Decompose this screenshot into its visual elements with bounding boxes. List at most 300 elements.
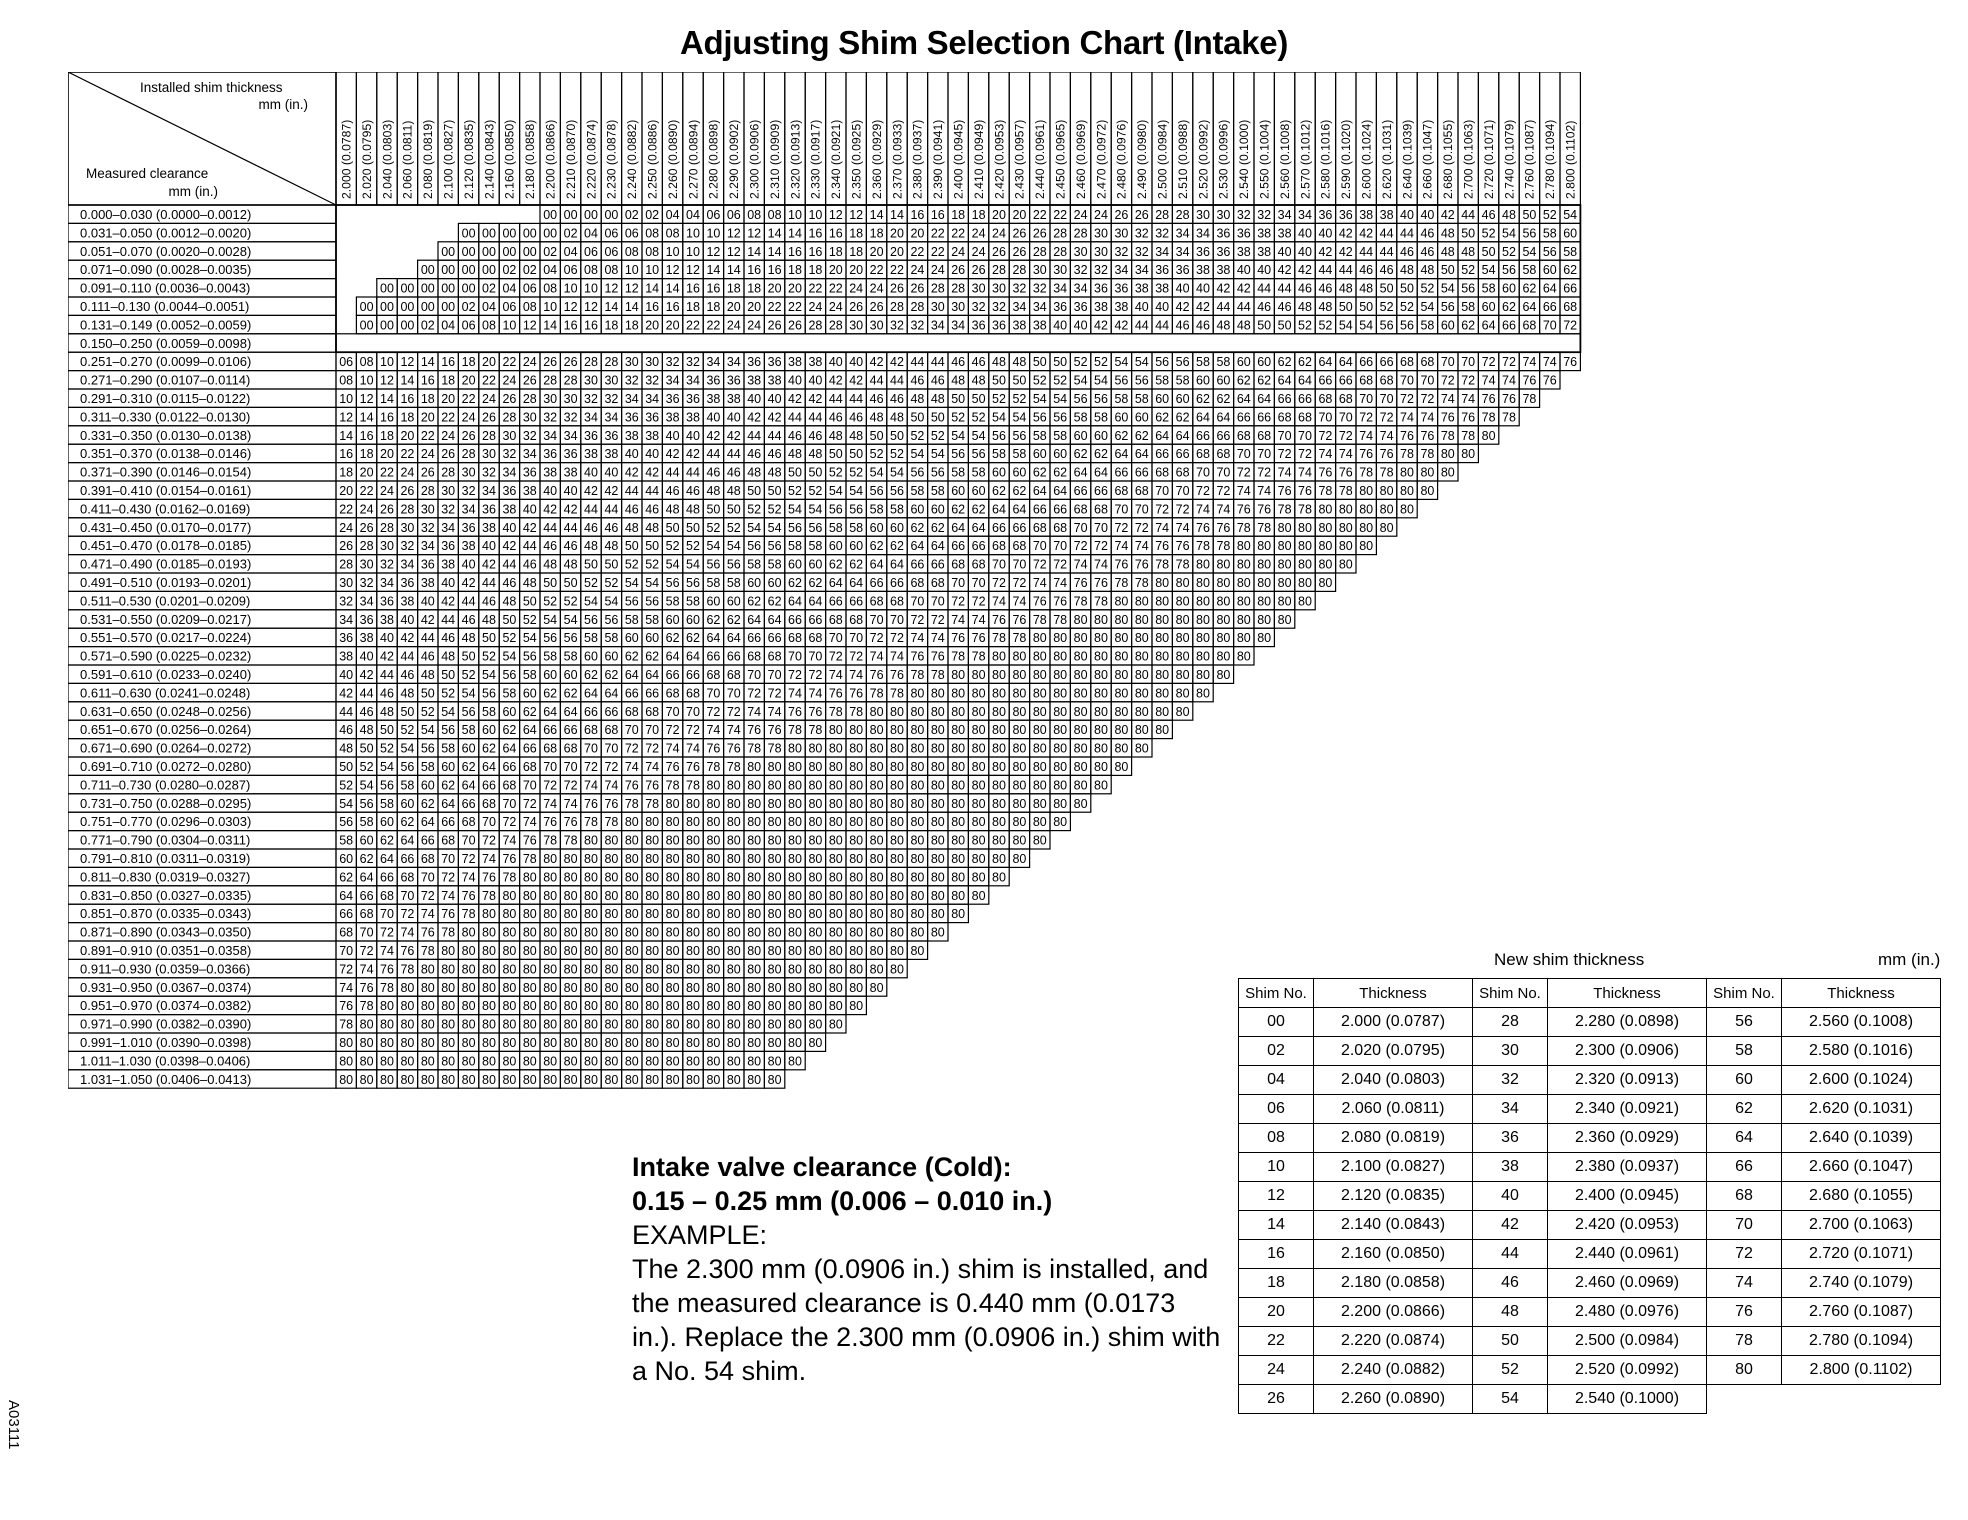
shim-value: 38 — [359, 631, 374, 646]
shim-value: 56 — [1461, 281, 1476, 296]
shim-value: 42 — [1236, 281, 1251, 296]
shim-value: 80 — [1032, 686, 1047, 701]
shim-value: 54 — [686, 557, 700, 572]
shim-value: 60 — [604, 649, 619, 664]
shim-value: 54 — [624, 576, 639, 590]
shim-value: 34 — [522, 447, 537, 462]
shim-value: 80 — [1134, 704, 1149, 719]
shim-value: 74 — [1053, 576, 1068, 590]
shim-value: 20 — [869, 244, 884, 259]
shim-value: 56 — [1379, 318, 1394, 333]
shim-number-cell: 14 — [1239, 1211, 1314, 1240]
shim-value: 80 — [971, 704, 986, 719]
shim-value: 80 — [400, 1072, 415, 1087]
shim-value: 80 — [1318, 576, 1333, 590]
installed-shim-header: 2.470 (0.0972) — [1094, 119, 1109, 199]
shim-value: 12 — [726, 226, 741, 241]
shim-value: 68 — [461, 815, 476, 830]
shim-value: 80 — [441, 1017, 456, 1032]
shim-value: 06 — [461, 318, 476, 333]
installed-shim-header: 2.300 (0.0906) — [747, 119, 762, 199]
shim-value: 66 — [1379, 355, 1394, 370]
shim-thickness-cell: 2.340 (0.0921) — [1548, 1095, 1707, 1124]
shim-value: 80 — [624, 1054, 639, 1069]
shim-value: 24 — [461, 410, 476, 425]
shim-number-cell: 20 — [1239, 1298, 1314, 1327]
shim-table-row — [1239, 1385, 1941, 1414]
shim-value: 72 — [1298, 447, 1312, 462]
shim-value: 76 — [828, 686, 843, 701]
shim-value: 72 — [992, 576, 1006, 590]
shim-value: 58 — [1155, 373, 1170, 388]
shim-value: 80 — [706, 925, 721, 940]
shim-value: 80 — [890, 778, 904, 793]
shim-value: 78 — [1461, 428, 1476, 443]
shim-value: 48 — [1012, 355, 1027, 370]
shim-value: 42 — [543, 502, 558, 517]
shim-value: 80 — [890, 907, 904, 922]
shim-value: 80 — [706, 980, 721, 995]
installed-shim-header: 2.530 (0.0996) — [1216, 119, 1231, 199]
shim-value: 16 — [706, 281, 721, 296]
shim-value: 12 — [624, 281, 639, 296]
shim-value: 80 — [1134, 649, 1149, 664]
shim-value: 62 — [1175, 410, 1190, 425]
shim-value: 02 — [482, 281, 496, 296]
shim-value: 74 — [971, 612, 986, 627]
shim-value: 04 — [665, 208, 680, 222]
shim-value: 20 — [890, 244, 904, 259]
shim-value: 08 — [543, 281, 558, 296]
shim-value: 40 — [461, 557, 476, 572]
installed-shim-header: 2.020 (0.0795) — [359, 119, 374, 199]
shim-value: 80 — [828, 760, 843, 774]
shim-value: 80 — [1236, 557, 1251, 572]
shim-value: 68 — [563, 741, 578, 756]
shim-value: 80 — [747, 833, 762, 848]
shim-value: 72 — [1318, 428, 1333, 443]
shim-value: 72 — [461, 852, 476, 866]
shim-value: 14 — [359, 410, 374, 425]
shim-value: 30 — [971, 281, 986, 296]
shim-value: 26 — [543, 355, 558, 370]
shim-value: 52 — [1481, 226, 1496, 241]
shim-value: 14 — [767, 244, 782, 259]
shim-value: 00 — [420, 300, 435, 314]
shim-value: 54 — [461, 686, 476, 701]
shim-value: 06 — [604, 226, 619, 241]
shim-value: 00 — [604, 208, 619, 222]
shim-value: 62 — [951, 502, 966, 517]
shim-value: 60 — [951, 484, 966, 498]
col-header-shim-no: Shim No. — [1239, 979, 1314, 1008]
shim-value: 66 — [1012, 520, 1027, 535]
shim-value: 22 — [930, 226, 945, 241]
shim-value: 56 — [849, 502, 864, 517]
shim-value: 80 — [788, 778, 802, 793]
shim-value: 00 — [441, 244, 456, 259]
shim-value: 64 — [1257, 392, 1272, 406]
shim-value: 80 — [604, 907, 619, 922]
installed-shim-header: 2.330 (0.0917) — [808, 119, 823, 199]
shim-value: 78 — [1481, 410, 1496, 425]
shim-value: 56 — [420, 741, 435, 756]
shim-value: 62 — [339, 870, 354, 885]
shim-value: 66 — [1236, 410, 1251, 425]
shim-value: 80 — [828, 778, 843, 793]
shim-value: 54 — [359, 778, 374, 793]
shim-value: 54 — [992, 410, 1006, 425]
shim-value: 64 — [910, 539, 925, 554]
shim-value: 44 — [1318, 263, 1333, 278]
shim-value: 28 — [1053, 226, 1068, 241]
shim-value: 70 — [1196, 465, 1210, 480]
shim-value: 76 — [563, 815, 578, 830]
shim-value: 70 — [1400, 373, 1414, 388]
shim-value: 62 — [1196, 392, 1210, 406]
installed-shim-header: 2.060 (0.0811) — [400, 120, 415, 199]
shim-value: 58 — [706, 576, 721, 590]
shim-value: 40 — [1298, 226, 1312, 241]
shim-value: 34 — [1053, 281, 1068, 296]
shim-value: 56 — [767, 539, 782, 554]
shim-value: 80 — [767, 1054, 782, 1069]
shim-value: 36 — [543, 447, 558, 462]
shim-value: 58 — [1216, 355, 1231, 370]
shim-value: 22 — [869, 263, 884, 278]
shim-value: 72 — [441, 870, 456, 885]
shim-value: 66 — [808, 612, 823, 627]
shim-value: 52 — [808, 484, 823, 498]
shim-value: 80 — [686, 1017, 700, 1032]
shim-value: 66 — [420, 833, 435, 848]
shim-value: 58 — [910, 484, 925, 498]
shim-value: 80 — [1073, 796, 1088, 811]
measured-clearance-label: 0.131–0.149 (0.0052–0.0059) — [80, 317, 252, 333]
shim-value: 76 — [1420, 428, 1435, 443]
shim-value: 38 — [1216, 263, 1231, 278]
shim-thickness-cell: 2.620 (0.1031) — [1782, 1095, 1941, 1124]
shim-number-cell: 68 — [1707, 1182, 1782, 1211]
shim-thickness-cell: 2.660 (0.1047) — [1782, 1153, 1941, 1182]
shim-value: 64 — [686, 649, 700, 664]
shim-value: 72 — [1502, 355, 1516, 370]
shim-value: 66 — [1053, 502, 1068, 517]
shim-table-row — [1239, 1066, 1941, 1095]
shim-value: 60 — [624, 631, 639, 646]
shim-value: 30 — [624, 355, 639, 370]
shim-value: 80 — [951, 668, 966, 682]
shim-value: 08 — [665, 226, 680, 241]
shim-value: 02 — [420, 318, 435, 333]
shim-value: 44 — [1338, 263, 1353, 278]
shim-value: 76 — [849, 686, 864, 701]
shim-value: 64 — [482, 760, 496, 774]
shim-value: 32 — [604, 392, 619, 406]
shim-value: 54 — [441, 704, 456, 719]
shim-value: 44 — [788, 410, 802, 425]
shim-value: 80 — [951, 852, 966, 866]
installed-shim-label: Installed shim thickness — [140, 80, 283, 95]
shim-value: 60 — [1236, 355, 1251, 370]
shim-value: 70 — [910, 594, 925, 609]
shim-value: 54 — [1114, 355, 1129, 370]
shim-value: 00 — [482, 244, 496, 259]
shim-value: 44 — [706, 447, 721, 462]
shim-table-row — [1239, 1008, 1941, 1037]
shim-value: 78 — [849, 704, 864, 719]
shim-thickness-cell: 2.580 (0.1016) — [1782, 1037, 1941, 1066]
shim-value: 60 — [461, 741, 476, 756]
shim-value: 48 — [645, 520, 660, 535]
shim-value: 74 — [1236, 484, 1251, 498]
shim-value: 78 — [461, 907, 476, 922]
shim-value: 42 — [1094, 318, 1108, 333]
measured-clearance-label: 0.150–0.250 (0.0059–0.0098) — [80, 335, 252, 351]
shim-value: 62 — [584, 668, 598, 682]
shim-value: 80 — [1032, 833, 1047, 848]
shim-value: 80 — [808, 741, 823, 756]
shim-value: 80 — [992, 815, 1006, 830]
shim-value: 70 — [645, 723, 660, 738]
shim-value: 80 — [1318, 502, 1333, 517]
shim-value: 80 — [400, 1054, 415, 1069]
shim-number-cell: 22 — [1239, 1327, 1314, 1356]
shim-value: 50 — [1481, 244, 1496, 259]
shim-value: 80 — [1032, 796, 1047, 811]
shim-value: 18 — [380, 428, 394, 443]
shim-value: 72 — [1440, 373, 1455, 388]
shim-value: 78 — [767, 741, 782, 756]
shim-value: 20 — [645, 318, 660, 333]
shim-value: 80 — [951, 870, 966, 885]
shim-value: 66 — [522, 741, 537, 756]
shim-value: 80 — [706, 1017, 721, 1032]
shim-value: 80 — [828, 907, 843, 922]
shim-value: 08 — [359, 355, 374, 370]
shim-value: 68 — [1155, 465, 1170, 480]
shim-value: 50 — [563, 576, 578, 590]
installed-shim-header: 2.420 (0.0953) — [992, 119, 1007, 199]
shim-thickness-cell: 2.460 (0.0969) — [1548, 1269, 1707, 1298]
shim-value: 60 — [1114, 410, 1129, 425]
shim-value: 80 — [665, 1036, 680, 1050]
installed-shim-header: 2.430 (0.0957) — [1012, 119, 1027, 199]
shim-value: 40 — [339, 668, 354, 682]
shim-value: 48 — [543, 557, 558, 572]
shim-value: 80 — [1114, 704, 1129, 719]
shim-value: 16 — [420, 373, 435, 388]
shim-value: 80 — [1012, 704, 1027, 719]
shim-value: 16 — [910, 208, 925, 222]
shim-value: 16 — [808, 244, 823, 259]
shim-value: 80 — [1094, 760, 1108, 774]
shim-value: 80 — [584, 852, 598, 866]
shim-value: 58 — [1196, 355, 1210, 370]
shim-value: 62 — [1236, 373, 1251, 388]
shim-value: 48 — [400, 686, 415, 701]
shim-value: 72 — [1277, 447, 1292, 462]
shim-value: 02 — [563, 226, 578, 241]
shim-value: 58 — [1461, 300, 1476, 314]
shim-number-cell: 16 — [1239, 1240, 1314, 1269]
shim-value: 56 — [910, 465, 925, 480]
shim-value: 64 — [808, 594, 823, 609]
installed-shim-header: 2.340 (0.0921) — [829, 119, 844, 199]
shim-value: 76 — [380, 962, 394, 977]
shim-value: 56 — [502, 668, 517, 682]
shim-value: 22 — [930, 244, 945, 259]
shim-value: 06 — [706, 208, 721, 222]
shim-value: 72 — [1155, 502, 1170, 517]
shim-value: 38 — [441, 557, 456, 572]
shim-value: 76 — [1481, 392, 1496, 406]
shim-value: 36 — [1155, 263, 1170, 278]
shim-value: 72 — [339, 962, 354, 977]
shim-value: 80 — [971, 778, 986, 793]
shim-value: 46 — [767, 447, 782, 462]
shim-value: 32 — [441, 502, 456, 517]
shim-value: 66 — [502, 760, 517, 774]
shim-value: 80 — [890, 723, 904, 738]
shim-value: 40 — [767, 392, 782, 406]
shim-thickness-cell: 2.480 (0.0976) — [1548, 1298, 1707, 1327]
measured-clearance-label: 0.651–0.670 (0.0256–0.0264) — [80, 722, 252, 738]
shim-value: 64 — [645, 668, 660, 682]
shim-value: 80 — [686, 907, 700, 922]
shim-value: 80 — [461, 925, 476, 940]
measured-clearance-label: 0.571–0.590 (0.0225–0.0232) — [80, 648, 252, 664]
shim-number-cell: 32 — [1473, 1066, 1548, 1095]
shim-value: 66 — [461, 796, 476, 811]
shim-value: 72 — [1053, 557, 1068, 572]
shim-value: 22 — [1053, 208, 1068, 222]
shim-value: 18 — [971, 208, 986, 222]
shim-value: 58 — [543, 649, 558, 664]
shim-value: 38 — [1196, 263, 1210, 278]
shim-value: 56 — [339, 815, 354, 830]
shim-value: 74 — [1257, 484, 1272, 498]
shim-number-cell: 24 — [1239, 1356, 1314, 1385]
shim-value: 44 — [522, 539, 537, 554]
shim-value: 80 — [1032, 668, 1047, 682]
shim-value: 44 — [767, 428, 782, 443]
shim-value: 58 — [1175, 373, 1190, 388]
shim-value: 78 — [441, 925, 456, 940]
shim-value: 80 — [482, 925, 496, 940]
shim-value: 14 — [767, 226, 782, 241]
shim-value: 80 — [890, 833, 904, 848]
shim-value: 72 — [808, 668, 823, 682]
shim-value: 80 — [1236, 649, 1251, 664]
shim-value: 80 — [1134, 723, 1149, 738]
measured-clearance-label: 0.491–0.510 (0.0193–0.0201) — [80, 575, 252, 590]
shim-value: 80 — [869, 925, 884, 940]
shim-value: 76 — [1400, 428, 1414, 443]
shim-value: 68 — [1094, 502, 1108, 517]
shim-value: 72 — [1563, 318, 1578, 333]
shim-value: 54 — [767, 520, 782, 535]
shim-value: 74 — [563, 796, 578, 811]
shim-value: 48 — [1359, 281, 1374, 296]
shim-value: 52 — [1094, 355, 1108, 370]
shim-value: 20 — [788, 281, 802, 296]
shim-value: 46 — [1257, 300, 1272, 314]
shim-value: 52 — [563, 594, 578, 609]
shim-value: 80 — [788, 944, 802, 958]
shim-value: 70 — [1155, 484, 1170, 498]
shim-value: 80 — [849, 944, 864, 958]
shim-value: 52 — [1318, 318, 1333, 333]
shim-value: 54 — [869, 465, 884, 480]
shim-value: 50 — [1440, 263, 1455, 278]
shim-value: 72 — [624, 741, 639, 756]
shim-value: 66 — [400, 852, 415, 866]
shim-value: 66 — [645, 686, 660, 701]
shim-value: 80 — [604, 1036, 619, 1050]
shim-value: 80 — [1012, 760, 1027, 774]
shim-value: 46 — [400, 668, 415, 682]
shim-value: 22 — [400, 447, 415, 462]
shim-value: 80 — [563, 907, 578, 922]
shim-value: 54 — [584, 594, 598, 609]
shim-value: 80 — [1236, 594, 1251, 609]
shim-value: 40 — [1298, 244, 1312, 259]
shim-value: 80 — [380, 1017, 394, 1032]
shim-value: 76 — [624, 778, 639, 793]
shim-value: 52 — [584, 576, 598, 590]
shim-value: 74 — [1400, 410, 1414, 425]
shim-value: 56 — [441, 723, 456, 738]
shim-value: 32 — [502, 447, 517, 462]
shim-value: 74 — [1175, 520, 1190, 535]
shim-value: 52 — [788, 484, 802, 498]
shim-value: 80 — [767, 1017, 782, 1032]
shim-value: 76 — [706, 741, 721, 756]
shim-value: 78 — [910, 668, 925, 682]
shim-value: 26 — [869, 300, 884, 314]
shim-value: 68 — [828, 612, 843, 627]
shim-value: 40 — [502, 520, 517, 535]
shim-value: 64 — [930, 539, 945, 554]
shim-value: 22 — [1032, 208, 1047, 222]
shim-value: 80 — [1032, 704, 1047, 719]
shim-value: 68 — [1216, 447, 1231, 462]
shim-value: 80 — [767, 815, 782, 830]
shim-value: 46 — [380, 686, 394, 701]
shim-value: 74 — [1461, 392, 1476, 406]
shim-value: 80 — [1012, 833, 1027, 848]
shim-thickness-cell: 2.560 (0.1008) — [1782, 1008, 1941, 1037]
shim-value: 44 — [645, 484, 660, 498]
shim-value: 80 — [767, 907, 782, 922]
shim-value: 54 — [420, 723, 435, 738]
shim-value: 80 — [1298, 576, 1312, 590]
shim-value: 80 — [828, 944, 843, 958]
shim-value: 80 — [420, 1072, 435, 1087]
shim-value: 80 — [563, 870, 578, 885]
shim-value: 46 — [584, 520, 598, 535]
shim-value: 28 — [1073, 226, 1088, 241]
shim-value: 32 — [686, 355, 700, 370]
shim-value: 60 — [890, 520, 904, 535]
shim-value: 60 — [726, 594, 741, 609]
shim-value: 68 — [1114, 484, 1129, 498]
shim-value: 68 — [645, 704, 660, 719]
shim-value: 80 — [1053, 741, 1068, 756]
shim-value: 22 — [339, 502, 354, 517]
shim-value: 78 — [604, 815, 619, 830]
